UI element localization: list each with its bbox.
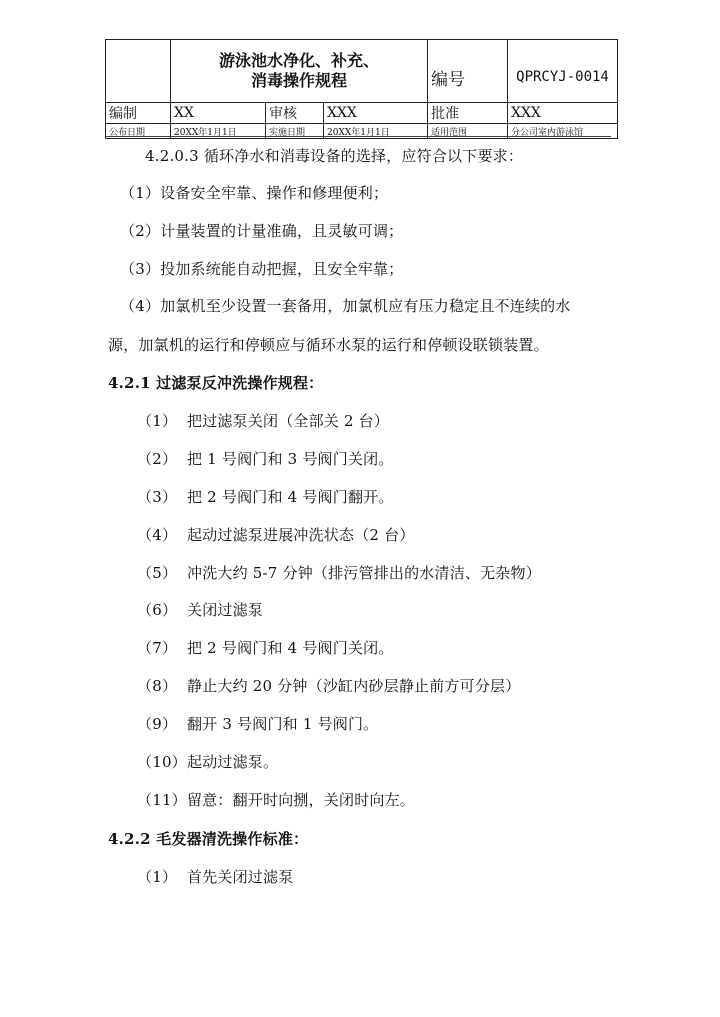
list-item [137, 487, 394, 507]
list-item [137, 867, 293, 887]
header-blank-cell [106, 40, 171, 103]
label-scope: 适用范围 [428, 124, 508, 139]
list-item [137, 563, 541, 583]
label-prepared: 编制 [106, 103, 171, 124]
list-item-text: 留意：翻开时向捌，关闭时向左。 [187, 791, 416, 809]
list-item-text: 把 2 号阀门和 4 号阀门关闭。 [187, 639, 394, 657]
list-item-number: （11） [137, 791, 187, 809]
list-item [137, 449, 394, 469]
section-422-heading: 4.2.2 毛发器清洗操作标准： [108, 830, 309, 848]
value-scope: 分公司室内游泳馆 [508, 124, 618, 139]
title-line-2: 消毒操作规程 [250, 71, 347, 90]
value-reviewed: XXX [324, 103, 428, 124]
header-row-approval [106, 103, 618, 124]
list-item-number: （2） [137, 450, 178, 468]
value-publish-date: 20XX年1月1日 [171, 124, 266, 139]
number-label: 编号 [428, 40, 508, 103]
section-4203-item-4-continued: 源，加氯机的运行和停顿应与循环水泵的运行和停顿设联锁装置。 [108, 336, 549, 354]
list-item [137, 411, 389, 431]
value-approved: XXX [508, 103, 618, 124]
list-item [137, 752, 278, 772]
document-number: QPRCYJ-0014 [508, 40, 618, 103]
list-item [137, 676, 520, 696]
list-item-text: 静止大约 20 分钟（沙缸内砂层静止前方可分层） [187, 677, 521, 695]
value-prepared: XX [171, 103, 266, 124]
label-effective-date: 实施日期 [266, 124, 324, 139]
list-item-number: （9） [137, 715, 178, 733]
header-table [105, 39, 618, 139]
list-item-number: （5） [137, 564, 178, 582]
list-item [137, 600, 263, 620]
list-item-text: 关闭过滤泵 [187, 601, 264, 619]
section-4203-item-4: （4）加氯机至少设置一套备用，加氯机应有压力稳定且不连续的水 [120, 297, 571, 315]
list-item [137, 714, 378, 734]
section-421-heading: 4.2.1 过滤泵反冲洗操作规程： [108, 374, 324, 392]
value-effective-date: 20XX年1月1日 [324, 124, 428, 139]
list-item-number: （7） [137, 639, 178, 657]
label-reviewed: 审核 [266, 103, 324, 124]
title-line-1: 游泳池水净化、补充、 [218, 51, 379, 70]
document-title [171, 40, 428, 103]
list-item-text: 把 2 号阀门和 4 号阀门翻开。 [187, 488, 394, 506]
list-item-text: 把过滤泵关闭（全部关 2 台） [187, 412, 390, 430]
list-item-number: （1） [137, 868, 178, 886]
list-item-number: （3） [137, 488, 178, 506]
section-4203-item-1: （1）设备安全牢靠、操作和修理便利； [120, 184, 389, 202]
list-item-number: （6） [137, 601, 178, 619]
list-item-number: （10） [137, 753, 187, 771]
list-item-text: 翻开 3 号阀门和 1 号阀门。 [187, 715, 379, 733]
list-item [137, 525, 415, 545]
section-4203-item-3: （3）投加系统能自动把握，且安全牢靠； [120, 260, 404, 278]
section-4203-item-2: （2）计量装置的计量准确，且灵敏可调； [120, 222, 404, 240]
list-item-text: 把 1 号阀门和 3 号阀门关闭。 [187, 450, 394, 468]
label-publish-date: 公布日期 [106, 124, 171, 139]
list-item-text: 起动过滤泵。 [187, 753, 279, 771]
section-4203-intro: 4.2.0.3 循环净水和消毒设备的选择，应符合以下要求： [145, 147, 524, 165]
list-item-text: 首先关闭过滤泵 [187, 868, 294, 886]
list-item-number: （1） [137, 412, 178, 430]
header-divider [105, 136, 611, 137]
list-item-text: 冲洗大约 5-7 分钟（排污管排出的水清洁、无杂物） [187, 564, 541, 582]
list-item-number: （4） [137, 526, 178, 544]
list-item [137, 638, 394, 658]
list-item-number: （8） [137, 677, 178, 695]
list-item-text: 起动过滤泵进展冲洗状态（2 台） [187, 526, 415, 544]
list-item [137, 790, 415, 810]
label-approved: 批准 [428, 103, 508, 124]
